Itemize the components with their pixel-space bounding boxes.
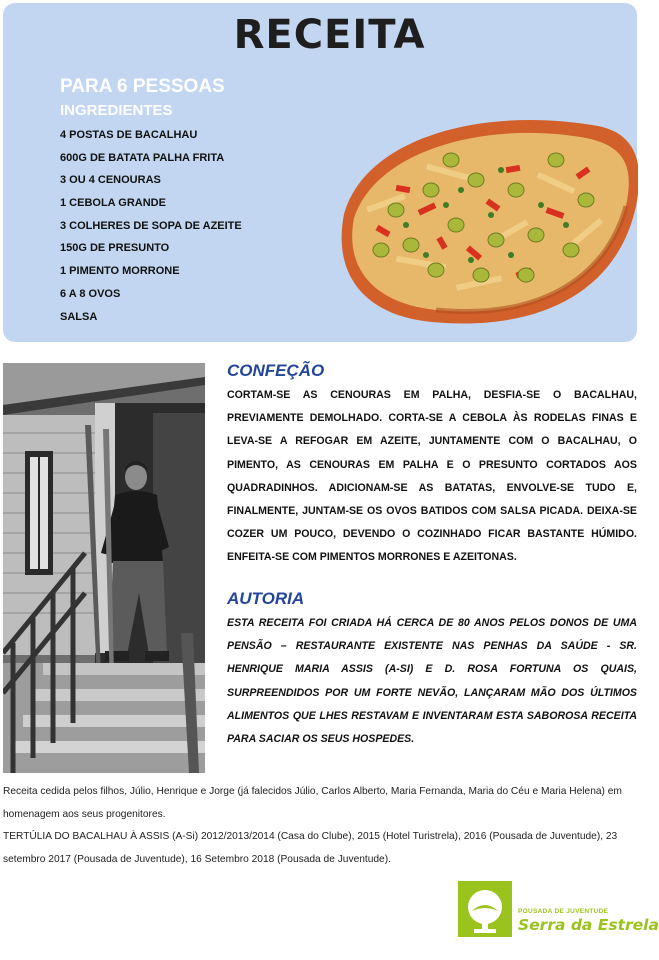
credits-line-2: TERTÚLIA DO BACALHAU À ASSIS (A-Si) 2012/2013/2014 (Casa do Clube), 2015 (Hotel Turistrela), 2016 (Pousada de Juventude), 23 setembro 2017 (Pousada de Juventude), 16 Setembro 2018 (Pousada de Juventude). [3,831,618,866]
credits-block [3,781,643,872]
ingredient-item: 6 A 8 OVOS [60,287,121,300]
historic-photo [3,363,205,773]
ingredient-item: 4 POSTAS DE BACALHAU [60,129,198,141]
logo-subtitle: POUSADA DE JUVENTUDE [518,908,609,915]
servings-label: PARA 6 PESSOAS [60,76,225,97]
pousada-logo [458,881,659,939]
ingredient-item: 3 COLHERES DE SOPA DE AZEITE [60,219,242,232]
autoria-heading: AUTORIA [227,589,305,608]
credits-line-1: Receita cedida pelos filhos, Júlio, Henrique e Jorge (já falecidos Júlio, Carlos Alberto, Maria Fernanda, Maria do Céu e Maria Helena) em homenagem aos seus progenitores. [3,786,622,820]
ingredients-heading: INGREDIENTES [60,102,173,119]
autoria-text: ESTA RECEITA FOI CRIADA HÁ CERCA DE 80 ANOS PELOS DONOS DE UMA PENSÃO – RESTAURANTE EXISTENTE NAS PENHAS DA SAÚDE - SR. HENRIQUE MARIA ASSIS (A-SI) E D. ROSA FORTUNA OS QUAIS, SURPREENDIDOS POR UM FORTE NEVÃO, LANÇARAM MÃO DOS ÚLTIMOS ALIMENTOS QUE LHES RESTAVAM E INVENTARAM ESTA SABOROSA RECEITA PARA SACIAR OS SEUS HOSPEDES. [227,617,637,746]
dish-photo [336,110,638,336]
ingredient-item: 150G DE PRESUNTO [60,242,170,255]
ingredient-item: 1 CEBOLA GRANDE [60,197,166,210]
ingredients-list [60,124,242,328]
confecao-text: CORTAM-SE AS CENOURAS EM PALHA, DESFIA-SE O BACALHAU, PREVIAMENTE DEMOLHADO. CORTA-SE A CEBOLA ÀS RODELAS FINAS E LEVA-SE A REFOGAR EM AZEITE, JUNTAMENTE COM O BACALHAU, O PIMENTO, AS CENOURAS EM PALHA E O PRESUNTO CORTADOS AOS QUADRADINHOS. ADICIONAM-SE AS BATATAS, ENVOLVE-SE TUDO E, FINALMENTE, JUNTAM-SE OS OVOS BATIDOS COM SALSA PICADA. DEIXA-SE COZER UM POUCO, DEVENDO O COZINHADO FICAR BASTANTE HÚMIDO. ENFEITA-SE COM PIMENTOS MORRONES E AZEITONAS. [227,389,637,564]
ingredient-item: 600G DE BATATA PALHA FRITA [60,151,225,164]
page-title: RECEITA [233,12,426,58]
pousada-juventude-logo-icon [458,881,512,937]
ingredient-item: 3 OU 4 CENOURAS [60,174,161,187]
confecao-heading: CONFEÇÃO [227,361,325,380]
logo-title: Serra da Estrela [518,916,659,934]
ingredient-item: 1 PIMENTO MORRONE [60,265,180,278]
ingredient-item: SALSA [60,310,98,323]
